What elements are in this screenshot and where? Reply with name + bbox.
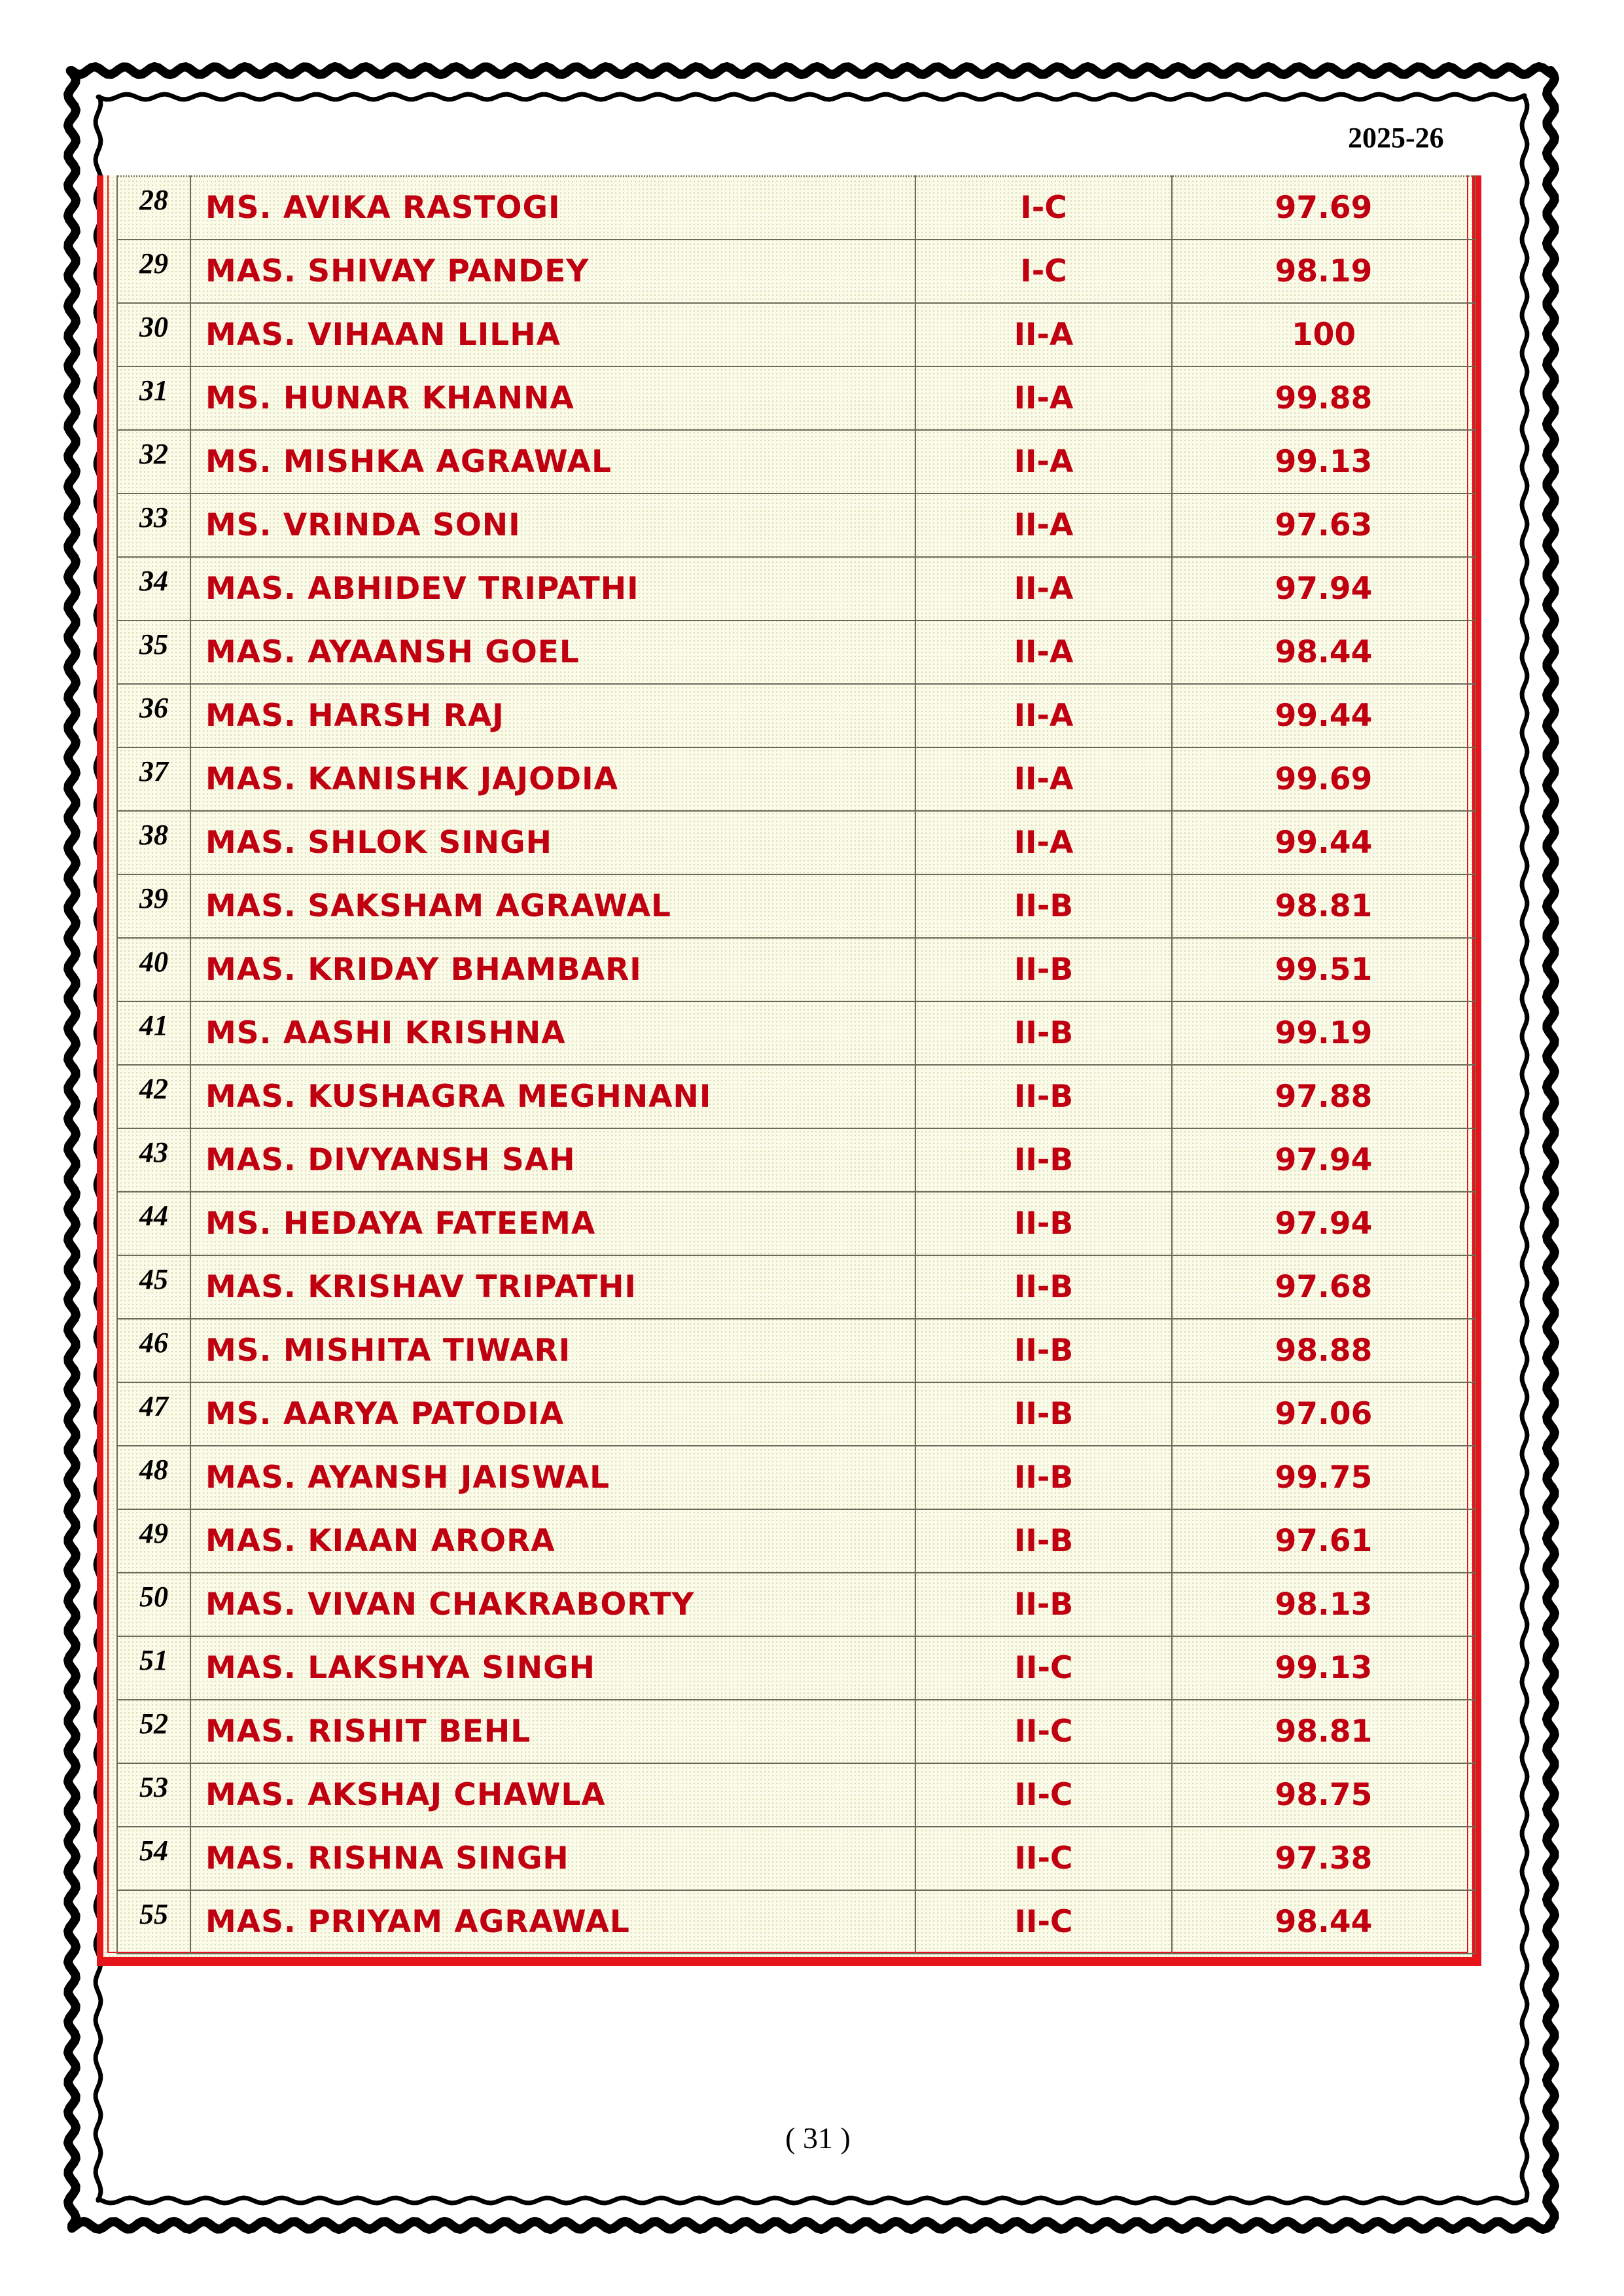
serial-number-cell: 39 xyxy=(117,874,190,938)
table-row xyxy=(117,1192,1475,1255)
table-row xyxy=(117,303,1475,367)
table-row xyxy=(117,874,1475,938)
class-section-cell: II-A xyxy=(915,303,1172,367)
score-cell: 97.61 xyxy=(1172,1509,1475,1573)
serial-number-cell: 33 xyxy=(117,493,190,557)
class-section-cell: II-C xyxy=(915,1827,1172,1890)
serial-number-cell: 47 xyxy=(117,1382,190,1446)
page-number: ( 31 ) xyxy=(785,2121,851,2155)
student-name-cell: MAS. KRIDAY BHAMBARI xyxy=(190,938,915,1001)
serial-number-cell: 35 xyxy=(117,620,190,684)
serial-number-cell: 50 xyxy=(117,1573,190,1636)
serial-number-cell: 34 xyxy=(117,557,190,620)
student-name-cell: MAS. DIVYANSH SAH xyxy=(190,1128,915,1192)
serial-number-cell: 52 xyxy=(117,1700,190,1763)
serial-number-cell: 44 xyxy=(117,1192,190,1255)
table-row xyxy=(117,1890,1475,1954)
student-name-cell: MAS. KANISHK JAJODIA xyxy=(190,747,915,811)
table-row xyxy=(117,1700,1475,1763)
score-cell: 98.44 xyxy=(1172,1890,1475,1954)
table-row xyxy=(117,1128,1475,1192)
student-name-cell: MAS. VIHAAN LILHA xyxy=(190,303,915,367)
class-section-cell: II-B xyxy=(915,1128,1172,1192)
serial-number-cell: 41 xyxy=(117,1001,190,1065)
student-name-cell: MS. HEDAYA FATEEMA xyxy=(190,1192,915,1255)
student-name-cell: MAS. SHIVAY PANDEY xyxy=(190,240,915,303)
table-row xyxy=(117,811,1475,874)
academic-year: 2025-26 xyxy=(1348,122,1444,154)
table-row xyxy=(117,1065,1475,1128)
score-cell: 97.68 xyxy=(1172,1255,1475,1319)
student-name-cell: MS. AARYA PATODIA xyxy=(190,1382,915,1446)
table-row xyxy=(117,430,1475,493)
class-section-cell: II-B xyxy=(915,874,1172,938)
student-name-cell: MAS. ABHIDEV TRIPATHI xyxy=(190,557,915,620)
class-section-cell: II-B xyxy=(915,1319,1172,1382)
score-cell: 97.06 xyxy=(1172,1382,1475,1446)
class-section-cell: I-C xyxy=(915,176,1172,240)
student-name-cell: MS. VRINDA SONI xyxy=(190,493,915,557)
table-row xyxy=(117,938,1475,1001)
results-table-body xyxy=(117,176,1475,1954)
class-section-cell: II-C xyxy=(915,1763,1172,1827)
table-row xyxy=(117,1382,1475,1446)
score-cell: 98.81 xyxy=(1172,1700,1475,1763)
score-cell: 98.13 xyxy=(1172,1573,1475,1636)
score-cell: 98.88 xyxy=(1172,1319,1475,1382)
score-cell: 99.13 xyxy=(1172,1636,1475,1700)
score-cell: 99.13 xyxy=(1172,430,1475,493)
serial-number-cell: 32 xyxy=(117,430,190,493)
score-cell: 99.88 xyxy=(1172,367,1475,430)
score-cell: 99.69 xyxy=(1172,747,1475,811)
serial-number-cell: 43 xyxy=(117,1128,190,1192)
student-name-cell: MAS. HARSH RAJ xyxy=(190,684,915,747)
class-section-cell: II-C xyxy=(915,1890,1172,1954)
student-name-cell: MAS. KIAAN ARORA xyxy=(190,1509,915,1573)
score-cell: 100 xyxy=(1172,303,1475,367)
serial-number-cell: 29 xyxy=(117,240,190,303)
serial-number-cell: 28 xyxy=(117,176,190,240)
score-cell: 99.75 xyxy=(1172,1446,1475,1509)
student-name-cell: MAS. RISHIT BEHL xyxy=(190,1700,915,1763)
score-cell: 98.44 xyxy=(1172,620,1475,684)
score-cell: 99.51 xyxy=(1172,938,1475,1001)
class-section-cell: II-C xyxy=(915,1636,1172,1700)
student-name-cell: MAS. SHLOK SINGH xyxy=(190,811,915,874)
class-section-cell: II-A xyxy=(915,493,1172,557)
student-name-cell: MS. MISHKA AGRAWAL xyxy=(190,430,915,493)
score-cell: 99.44 xyxy=(1172,811,1475,874)
serial-number-cell: 54 xyxy=(117,1827,190,1890)
score-cell: 97.94 xyxy=(1172,557,1475,620)
table-row xyxy=(117,1446,1475,1509)
student-name-cell: MAS. SAKSHAM AGRAWAL xyxy=(190,874,915,938)
score-cell: 97.88 xyxy=(1172,1065,1475,1128)
serial-number-cell: 30 xyxy=(117,303,190,367)
table-row xyxy=(117,1255,1475,1319)
table-row xyxy=(117,176,1475,240)
student-name-cell: MS. HUNAR KHANNA xyxy=(190,367,915,430)
student-name-cell: MAS. AYAANSH GOEL xyxy=(190,620,915,684)
score-cell: 97.63 xyxy=(1172,493,1475,557)
serial-number-cell: 42 xyxy=(117,1065,190,1128)
table-row xyxy=(117,367,1475,430)
table-row xyxy=(117,493,1475,557)
serial-number-cell: 49 xyxy=(117,1509,190,1573)
serial-number-cell: 46 xyxy=(117,1319,190,1382)
class-section-cell: II-A xyxy=(915,684,1172,747)
serial-number-cell: 48 xyxy=(117,1446,190,1509)
class-section-cell: II-B xyxy=(915,938,1172,1001)
student-name-cell: MAS. KUSHAGRA MEGHNANI xyxy=(190,1065,915,1128)
table-row xyxy=(117,747,1475,811)
table-row xyxy=(117,1827,1475,1890)
student-name-cell: MS. MISHITA TIWARI xyxy=(190,1319,915,1382)
student-name-cell: MAS. LAKSHYA SINGH xyxy=(190,1636,915,1700)
class-section-cell: II-A xyxy=(915,557,1172,620)
score-cell: 97.94 xyxy=(1172,1128,1475,1192)
class-section-cell: II-A xyxy=(915,811,1172,874)
class-section-cell: II-A xyxy=(915,620,1172,684)
student-name-cell: MS. AASHI KRISHNA xyxy=(190,1001,915,1065)
student-name-cell: MAS. AKSHAJ CHAWLA xyxy=(190,1763,915,1827)
serial-number-cell: 55 xyxy=(117,1890,190,1954)
student-name-cell: MAS. KRISHAV TRIPATHI xyxy=(190,1255,915,1319)
student-name-cell: MAS. VIVAN CHAKRABORTY xyxy=(190,1573,915,1636)
table-row xyxy=(117,1763,1475,1827)
class-section-cell: II-B xyxy=(915,1001,1172,1065)
score-cell: 99.19 xyxy=(1172,1001,1475,1065)
class-section-cell: II-B xyxy=(915,1446,1172,1509)
class-section-cell: II-C xyxy=(915,1700,1172,1763)
serial-number-cell: 31 xyxy=(117,367,190,430)
score-cell: 97.38 xyxy=(1172,1827,1475,1890)
table-row xyxy=(117,620,1475,684)
score-cell: 97.94 xyxy=(1172,1192,1475,1255)
student-name-cell: MAS. AYANSH JAISWAL xyxy=(190,1446,915,1509)
table-row xyxy=(117,557,1475,620)
table-row xyxy=(117,1319,1475,1382)
table-row xyxy=(117,1636,1475,1700)
serial-number-cell: 51 xyxy=(117,1636,190,1700)
serial-number-cell: 45 xyxy=(117,1255,190,1319)
class-section-cell: II-A xyxy=(915,430,1172,493)
serial-number-cell: 36 xyxy=(117,684,190,747)
results-table-container xyxy=(97,175,1481,1966)
student-name-cell: MAS. PRIYAM AGRAWAL xyxy=(190,1890,915,1954)
score-cell: 98.81 xyxy=(1172,874,1475,938)
class-section-cell: II-A xyxy=(915,747,1172,811)
score-cell: 97.69 xyxy=(1172,176,1475,240)
table-row xyxy=(117,1509,1475,1573)
class-section-cell: II-B xyxy=(915,1382,1172,1446)
student-name-cell: MAS. RISHNA SINGH xyxy=(190,1827,915,1890)
class-section-cell: I-C xyxy=(915,240,1172,303)
table-row xyxy=(117,1001,1475,1065)
table-row xyxy=(117,240,1475,303)
serial-number-cell: 37 xyxy=(117,747,190,811)
serial-number-cell: 40 xyxy=(117,938,190,1001)
score-cell: 98.75 xyxy=(1172,1763,1475,1827)
class-section-cell: II-B xyxy=(915,1573,1172,1636)
class-section-cell: II-B xyxy=(915,1065,1172,1128)
class-section-cell: II-B xyxy=(915,1255,1172,1319)
class-section-cell: II-B xyxy=(915,1192,1172,1255)
serial-number-cell: 38 xyxy=(117,811,190,874)
score-cell: 98.19 xyxy=(1172,240,1475,303)
table-row xyxy=(117,1573,1475,1636)
class-section-cell: II-B xyxy=(915,1509,1172,1573)
score-cell: 99.44 xyxy=(1172,684,1475,747)
student-name-cell: MS. AVIKA RASTOGI xyxy=(190,176,915,240)
serial-number-cell: 53 xyxy=(117,1763,190,1827)
results-table xyxy=(116,175,1476,1954)
class-section-cell: II-A xyxy=(915,367,1172,430)
table-row xyxy=(117,684,1475,747)
